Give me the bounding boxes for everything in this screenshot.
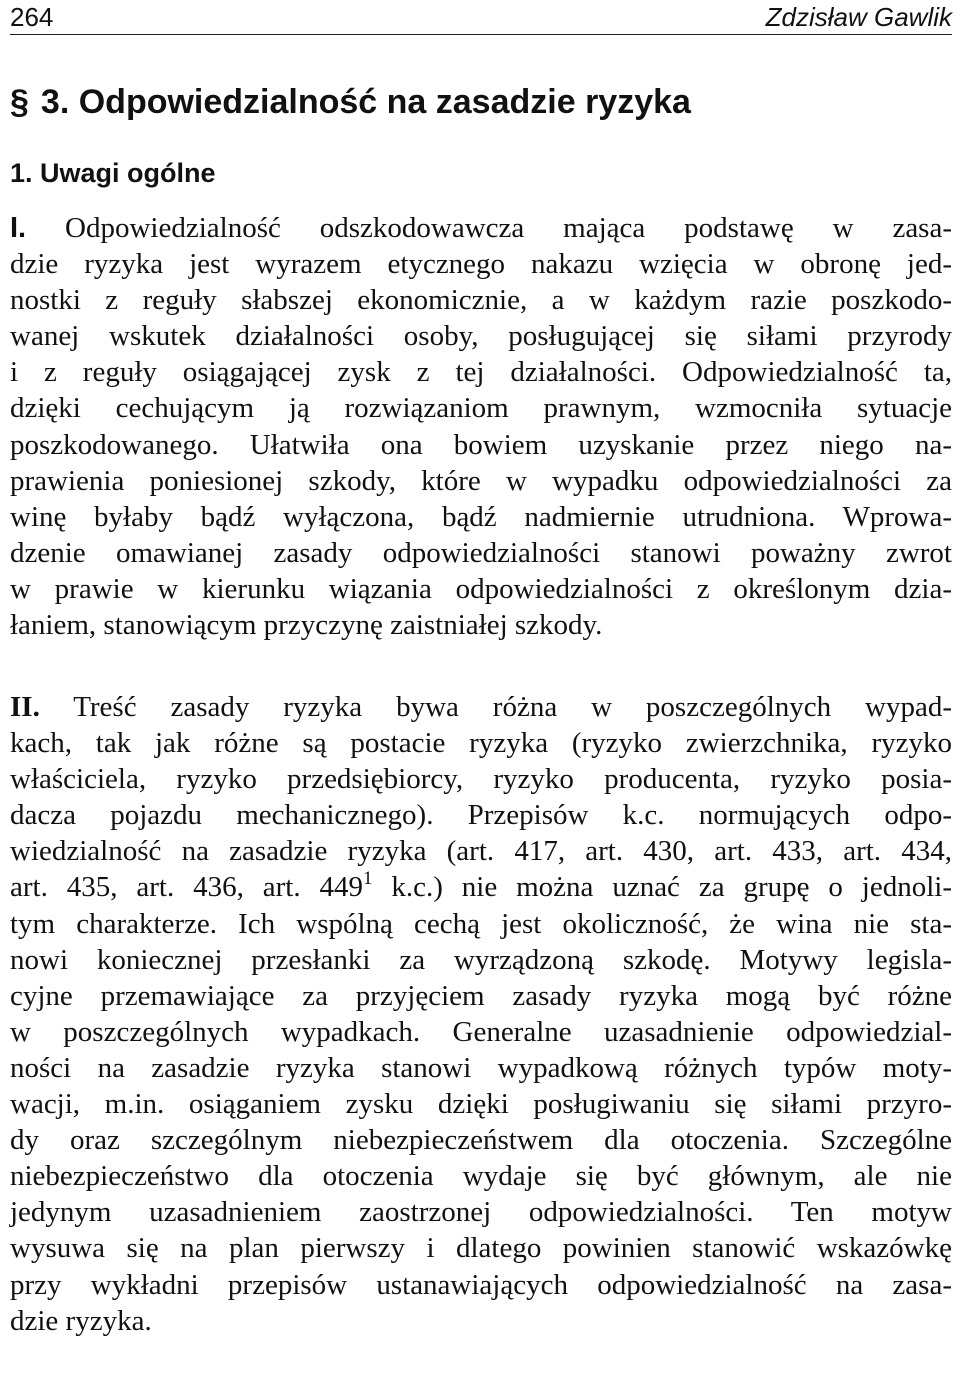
paragraph-line-text: Odpowiedzialność odszkodowawcza mająca podstawę w zasa-: [65, 212, 952, 244]
paragraph-line: wiedzialność na zasadzie ryzyka (art. 417, art. 430, art. 433, art. 434,: [10, 835, 952, 868]
paragraph-line: w prawie w kierunku wiązania odpowiedzialności z określonym dzia-: [10, 572, 952, 605]
section-mark: §: [10, 83, 29, 121]
header-author: Zdzisław Gawlik: [765, 2, 952, 32]
paragraph-line: poszkodowanego. Ułatwiła ona bowiem uzyskanie przez niego na-: [10, 428, 952, 461]
running-header: [10, 0, 952, 35]
paragraph-line-text: k.c.) nie można uznać za grupę o jednoli-: [372, 871, 952, 904]
paragraph-line: wysuwa się na plan pierwszy i dlatego powinien stanowić wskazówkę: [10, 1232, 952, 1265]
paragraph-line: wanej wskutek działalności osoby, posługującej się siłami przyrody: [10, 320, 952, 353]
paragraph-line-text: Treść zasady ryzyka bywa różna w poszczególnych wypad-: [73, 691, 952, 723]
article-list-text: art. 435, art. 436, art. 449: [10, 871, 363, 904]
subsection-title: 1. Uwagi ogólne: [10, 158, 216, 188]
section-title-text: 3. Odpowiedzialność na zasadzie ryzyka: [40, 83, 691, 121]
paragraph-line: jedynym uzasadnieniem zaostrzonej odpowiedzialności. Ten motyw: [10, 1196, 952, 1229]
paragraph-numeral: II.: [10, 691, 40, 723]
section-title: [10, 76, 691, 128]
paragraph-line: dacza pojazdu mechanicznego). Przepisów k.c. normujących odpo-: [10, 799, 952, 832]
paragraph-line: dzie ryzyka jest wyrazem etycznego nakazu wzięcia w obronę jed-: [10, 248, 952, 281]
paragraph-1: [10, 210, 952, 643]
page-number: 264: [10, 2, 54, 32]
paragraph-line: dzięki cechującym ją rozwiązaniom prawnym, wzmocniła sytuacje: [10, 392, 952, 425]
paragraph-numeral: I.: [10, 212, 27, 244]
paragraph-line: ności na zasadzie ryzyka stanowi wypadkową różnych typów moty-: [10, 1051, 952, 1084]
paragraph-line: nostki z reguły słabszej ekonomicznie, a w każdym razie poszkodo-: [10, 284, 952, 317]
paragraph-line: dy oraz szczególnym niebezpieczeństwem dla otoczenia. Szczególne: [10, 1124, 952, 1157]
paragraph-line: tym charakterze. Ich wspólną cechą jest okoliczność, że wina nie sta-: [10, 907, 952, 940]
paragraph-line: [10, 689, 952, 725]
paragraph-line: i z reguły osiągającej zysk z tej działalności. Odpowiedzialność ta,: [10, 356, 952, 389]
paragraph-line: przy wykładni przepisów ustanawiających odpowiedzialność na zasa-: [10, 1268, 952, 1301]
paragraph-line: winę byłaby bądź wyłączona, bądź nadmiernie utrudniona. Wprowa-: [10, 500, 952, 533]
paragraph-line: cyjne przemawiające za przyjęciem zasady ryzyka mogą być różne: [10, 979, 952, 1012]
paragraph-line: dzie ryzyka.: [10, 1304, 152, 1337]
paragraph-line: prawienia poniesionej szkody, które w wypadku odpowiedzialności za: [10, 464, 952, 497]
paragraph-2: [10, 689, 952, 1339]
paragraph-line: nowi koniecznej przesłanki za wyrządzoną szkodę. Motywy legisla-: [10, 943, 952, 976]
book-page: [10, 0, 952, 1337]
paragraph-line: właściciela, ryzyko przedsiębiorcy, ryzyko producenta, ryzyko posia-: [10, 763, 952, 796]
paragraph-line: kach, tak jak różne są postacie ryzyka (ryzyko zwierzchnika, ryzyko: [10, 727, 952, 760]
paragraph-line: w poszczególnych wypadkach. Generalne uzasadnienie odpowiedzial-: [10, 1015, 952, 1048]
paragraph-line: dzenie omawianej zasady odpowiedzialności stanowi poważny zwrot: [10, 536, 952, 569]
paragraph-line: [10, 210, 952, 246]
superscript-number: 1: [362, 868, 373, 890]
paragraph-line: [10, 869, 952, 905]
paragraph-line: wacji, m.in. osiąganiem zysku dzięki posługiwaniu się siłami przyro-: [10, 1088, 952, 1121]
paragraph-line: łaniem, stanowiącym przyczynę zaistniałej szkody.: [10, 609, 603, 642]
paragraph-line: niebezpieczeństwo dla otoczenia wydaje się być głównym, ale nie: [10, 1160, 952, 1193]
